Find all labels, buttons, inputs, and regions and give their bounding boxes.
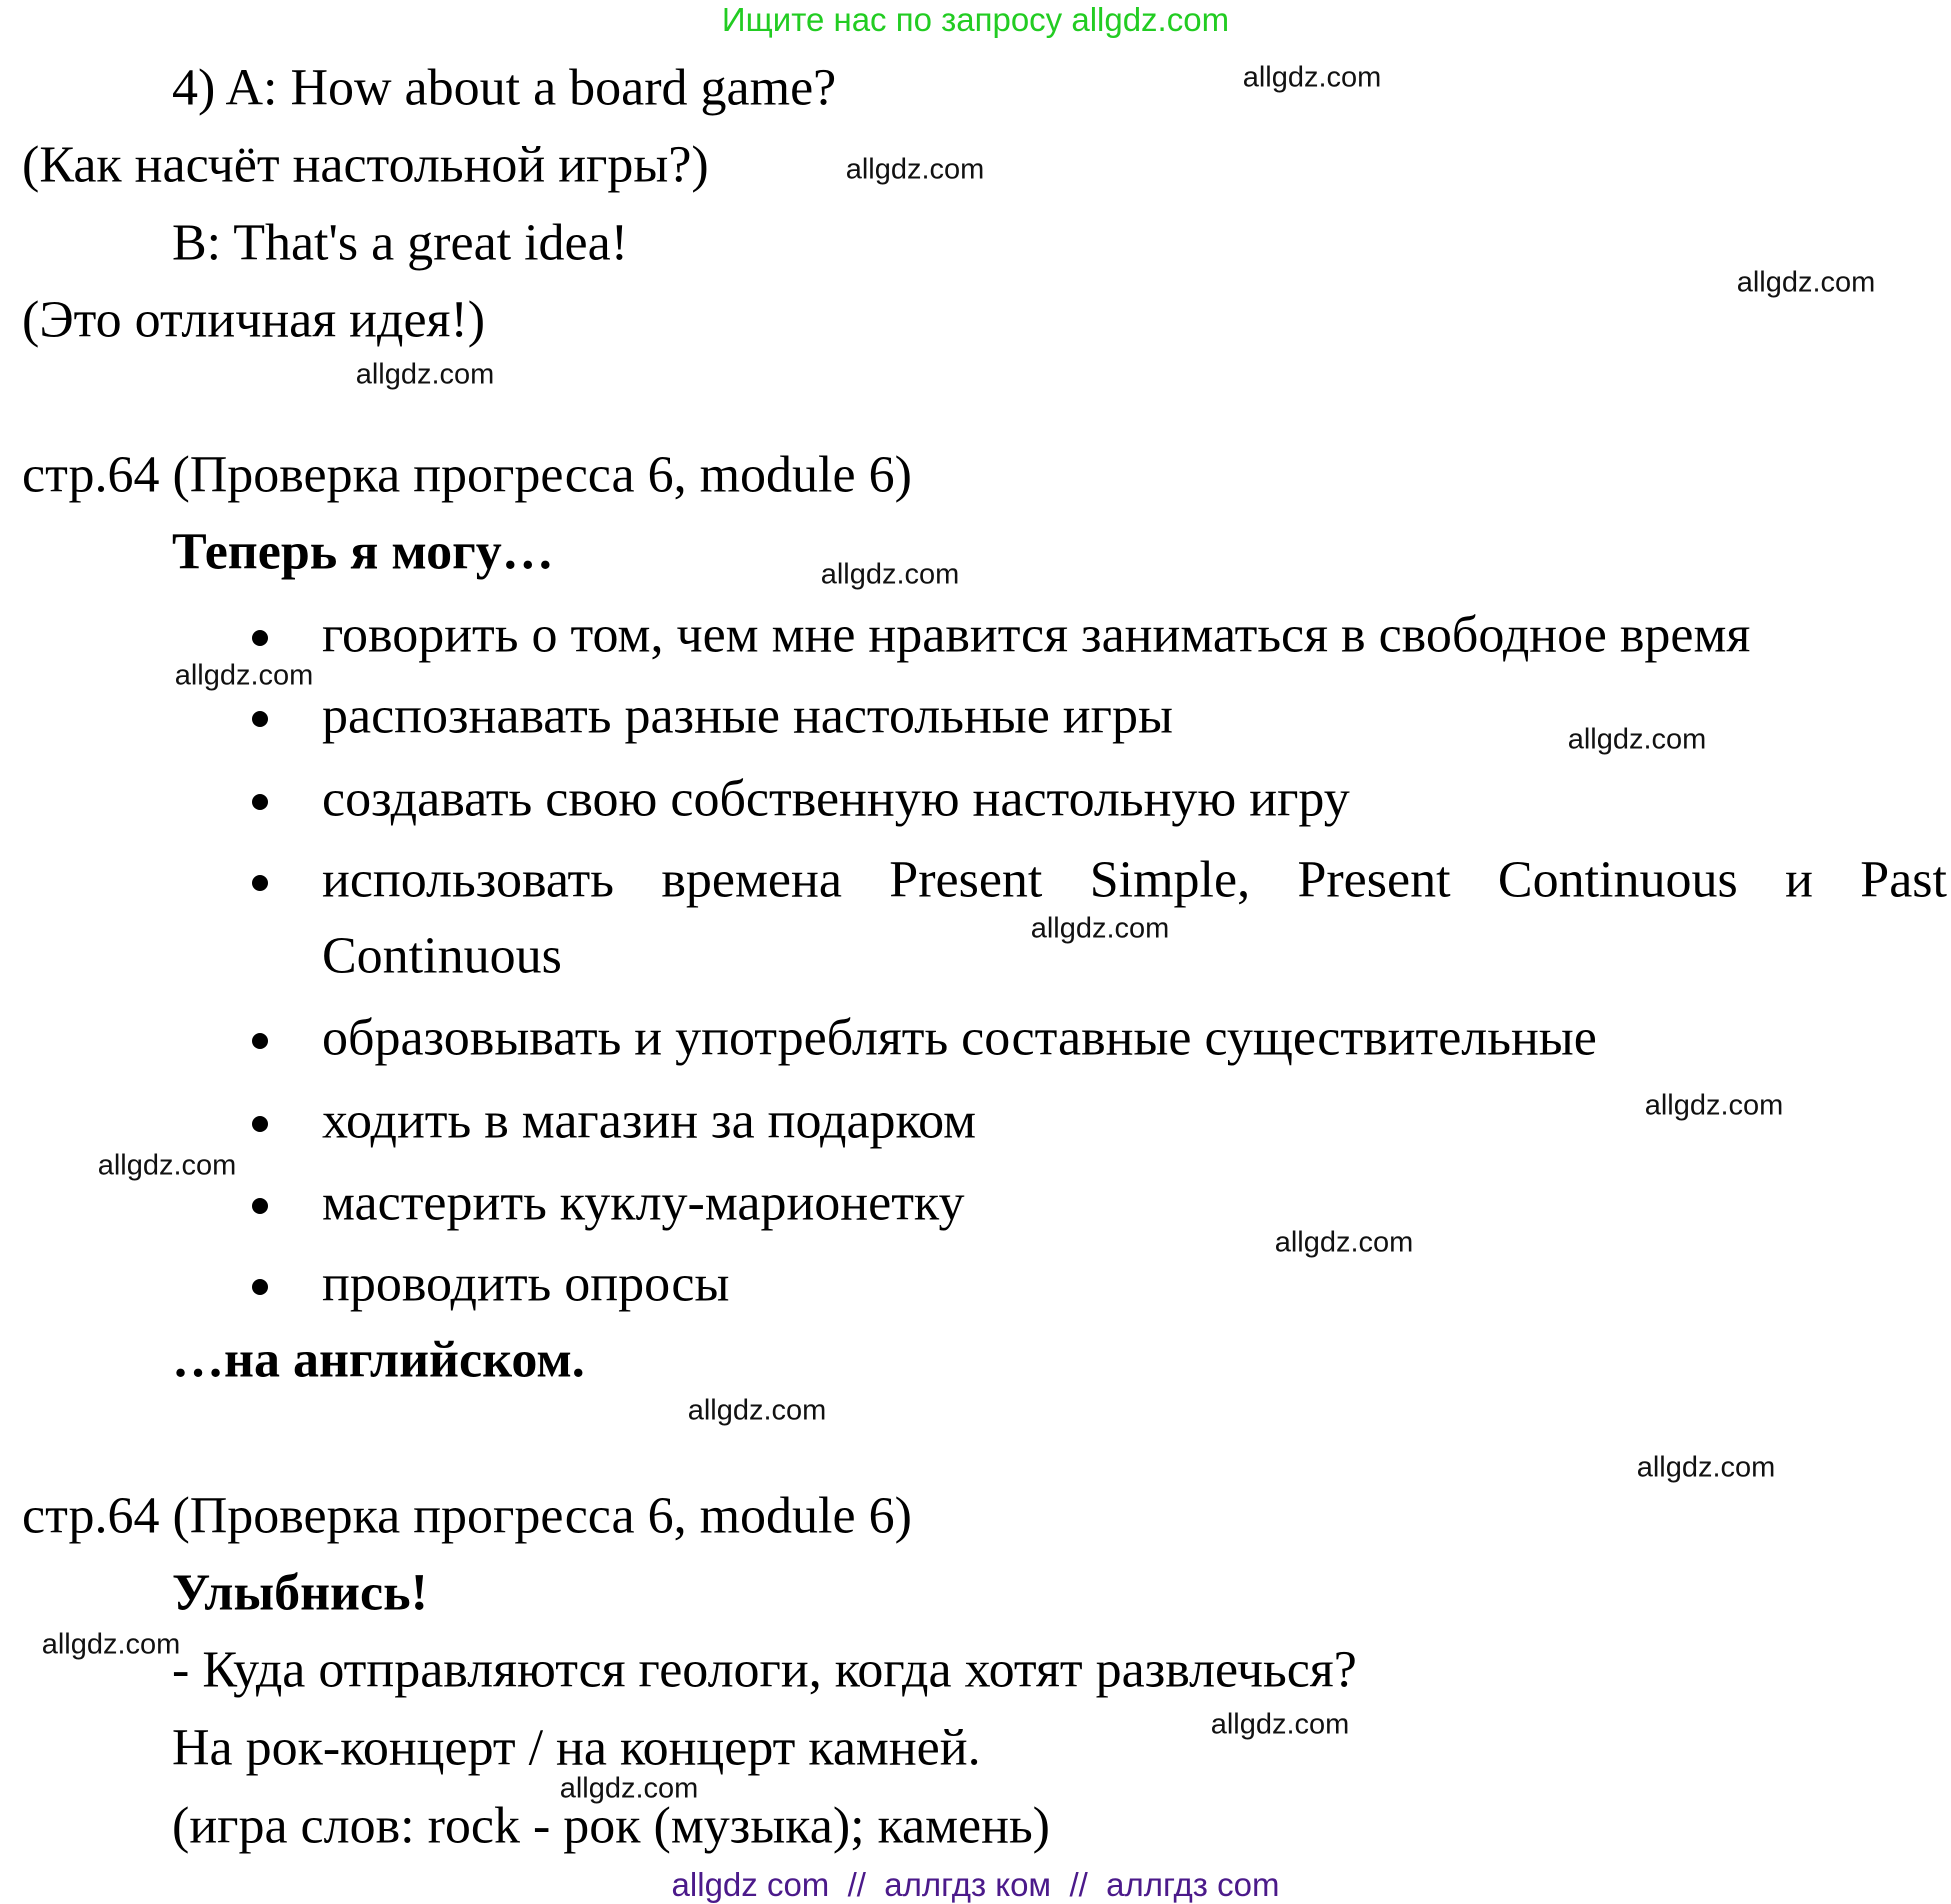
watermark: allgdz.com (1736, 266, 1876, 299)
dialogue-a-line: 4) A: How about a board game? (172, 59, 837, 117)
watermark: allgdz.com (174, 659, 314, 692)
watermark: allgdz.com (1274, 1226, 1414, 1259)
list-item: проводить опросы (322, 1255, 730, 1313)
dialogue-b-line: B: That's a great idea! (172, 214, 629, 272)
footer-banner: allgdz com // аллгдз ком // аллгдз com (671, 1866, 1280, 1903)
list-item-continuation: Continuous (322, 927, 562, 985)
section1-intro: Теперь я могу… (172, 523, 554, 581)
watermark: allgdz.com (97, 1149, 237, 1182)
watermark: allgdz.com (845, 153, 985, 186)
dialogue-b-translation: (Это отличная идея!) (22, 291, 486, 349)
bullet-icon (252, 711, 268, 727)
watermark: allgdz.com (1636, 1451, 1776, 1484)
list-item: говорить о том, чем мне нравится заниматься в свободное время (322, 606, 1751, 664)
joke-question: - Куда отправляются геологи, когда хотят развлечься? (172, 1641, 1357, 1699)
watermark: allgdz.com (355, 358, 495, 391)
list-item: создавать свою собственную настольную игру (322, 770, 1350, 828)
bullet-icon (252, 630, 268, 646)
watermark: allgdz.com (1644, 1089, 1784, 1122)
watermark: allgdz.com (41, 1628, 181, 1661)
list-item: использовать времена Present Simple, Present Continuous и Past (322, 851, 1947, 909)
header-banner: Ищите нас по запросу allgdz.com (721, 1, 1230, 38)
section2-title: стр.64 (Проверка прогресса 6, module 6) (22, 1487, 912, 1545)
bullet-icon (252, 1116, 268, 1132)
bullet-icon (252, 875, 268, 891)
bullet-icon (252, 1198, 268, 1214)
watermark: allgdz.com (820, 558, 960, 591)
list-item: ходить в магазин за подарком (322, 1092, 977, 1150)
watermark: allgdz.com (1210, 1708, 1350, 1741)
watermark: allgdz.com (1030, 912, 1170, 945)
list-item: мастерить куклу-марионетку (322, 1174, 965, 1232)
watermark: allgdz.com (559, 1772, 699, 1805)
section1-title: стр.64 (Проверка прогресса 6, module 6) (22, 446, 912, 504)
joke-answer: На рок-концерт / на концерт камней. (172, 1719, 981, 1777)
bullet-icon (252, 794, 268, 810)
dialogue-a-translation: (Как насчёт настольной игры?) (22, 136, 709, 194)
section2-heading: Улыбнись! (172, 1564, 428, 1622)
section1-outro: …на английском. (172, 1331, 585, 1389)
joke-note: (игра слов: rock - рок (музыка); камень) (172, 1797, 1050, 1855)
watermark: allgdz.com (1242, 61, 1382, 94)
watermark: allgdz.com (1567, 723, 1707, 756)
list-item: распознавать разные настольные игры (322, 687, 1173, 745)
bullet-icon (252, 1279, 268, 1295)
watermark: allgdz.com (687, 1394, 827, 1427)
bullet-icon (252, 1033, 268, 1049)
list-item: образовывать и употреблять составные существительные (322, 1009, 1597, 1067)
